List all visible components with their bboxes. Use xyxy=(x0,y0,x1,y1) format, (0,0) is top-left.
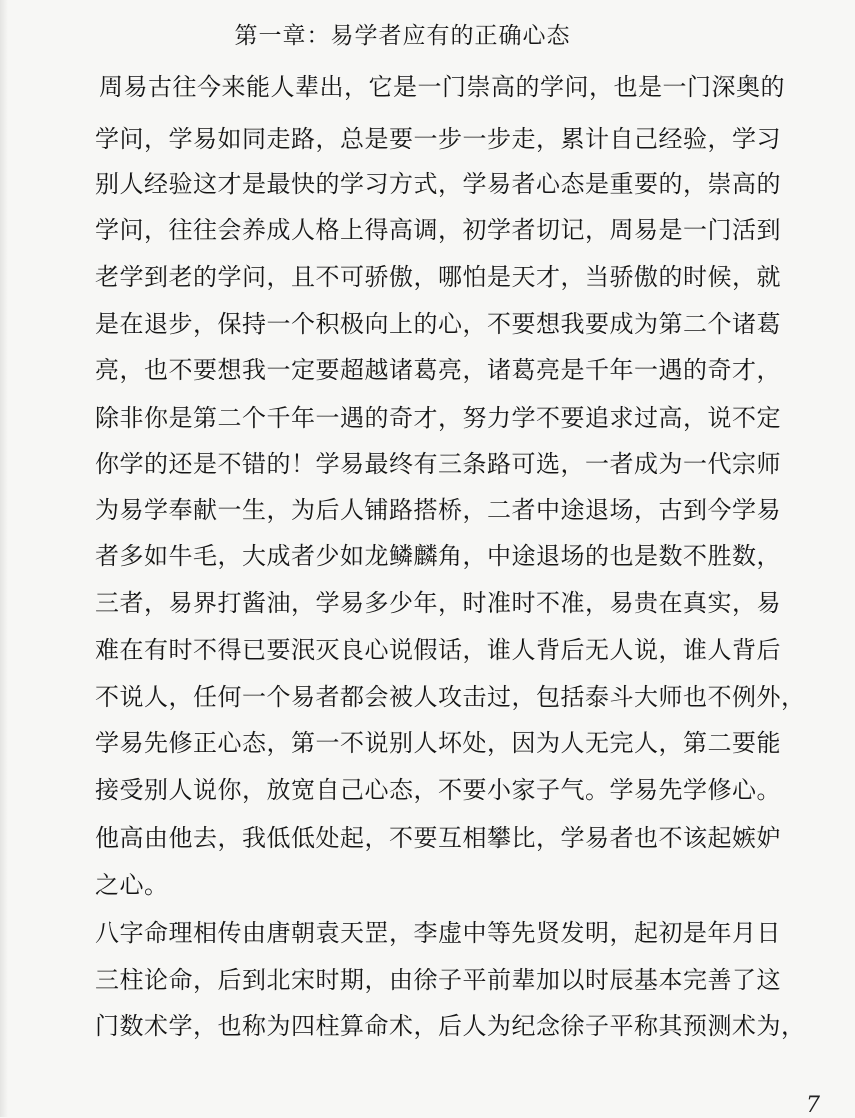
paragraph-1-line-14: 不说人，任何一个易者都会被人攻击过，包括泰斗大师也不例外， xyxy=(95,683,806,711)
paragraph-1-line-6: 是在退步，保持一个积极向上的心，不要想我要成为第二个诸葛 xyxy=(95,310,781,338)
paragraph-1-line-12: 三者，易界打酱油，学易多少年，时准时不准，易贵在真实，易 xyxy=(95,589,781,617)
paragraph-1-line-9: 你学的还是不错的！学易最终有三条路可选，一者成为一代宗师 xyxy=(95,450,781,478)
paragraph-1-line-15: 学易先修正心态，第一不说别人坏处，因为人无完人，第二要能 xyxy=(95,729,781,757)
paragraph-1-line-3: 别人经验这才是最快的学习方式，学易者心态是重要的，崇高的 xyxy=(95,170,781,198)
page-number: 7 xyxy=(806,1093,820,1118)
paragraph-1-line-4: 学问，往往会养成人格上得高调，初学者切记，周易是一门活到 xyxy=(95,216,781,244)
paragraph-1-line-5: 老学到老的学问，且不可骄傲，哪怕是天才，当骄傲的时候，就 xyxy=(95,263,781,291)
paragraph-1-line-13: 难在有时不得已要泯灭良心说假话，谁人背后无人说，谁人背后 xyxy=(95,636,781,664)
paragraph-2-line-1: 八字命理相传由唐朝袁天罡，李虚中等先贤发明，起初是年月日 xyxy=(95,919,781,947)
paragraph-1-line-17: 他高由他去，我低低处起，不要互相攀比，学易者也不该起嫉妒 xyxy=(95,824,781,852)
paragraph-2-line-2: 三柱论命，后到北宋时期，由徐子平前辈加以时辰基本完善了这 xyxy=(95,966,781,994)
paragraph-1-line-10: 为易学奉献一生，为后人铺路搭桥，二者中途退场，古到今学易 xyxy=(95,496,781,524)
paragraph-1-line-2: 学问，学易如同走路，总是要一步一步走，累计自己经验，学习 xyxy=(95,125,781,153)
paragraph-1-line-1: 周易古往今来能人辈出，它是一门崇高的学问，也是一门深奥的 xyxy=(99,73,785,101)
paragraph-1-line-16: 接受别人说你，放宽自己心态，不要小家子气。学易先学修心。 xyxy=(95,776,781,804)
paragraph-1-line-18: 之心。 xyxy=(95,871,169,899)
paragraph-2-line-3: 门数术学，也称为四柱算命术，后人为纪念徐子平称其预测术为， xyxy=(95,1012,806,1040)
paragraph-1-line-7: 亮，也不要想我一定要超越诸葛亮，诸葛亮是千年一遇的奇才， xyxy=(95,356,781,384)
paragraph-1-line-8: 除非你是第二个千年一遇的奇才，努力学不要追求过高，说不定 xyxy=(95,404,781,432)
paragraph-1-line-11: 者多如牛毛，大成者少如龙鳞麟角，中途退场的也是数不胜数， xyxy=(95,542,781,570)
chapter-title: 第一章：易学者应有的正确心态 xyxy=(234,23,571,49)
